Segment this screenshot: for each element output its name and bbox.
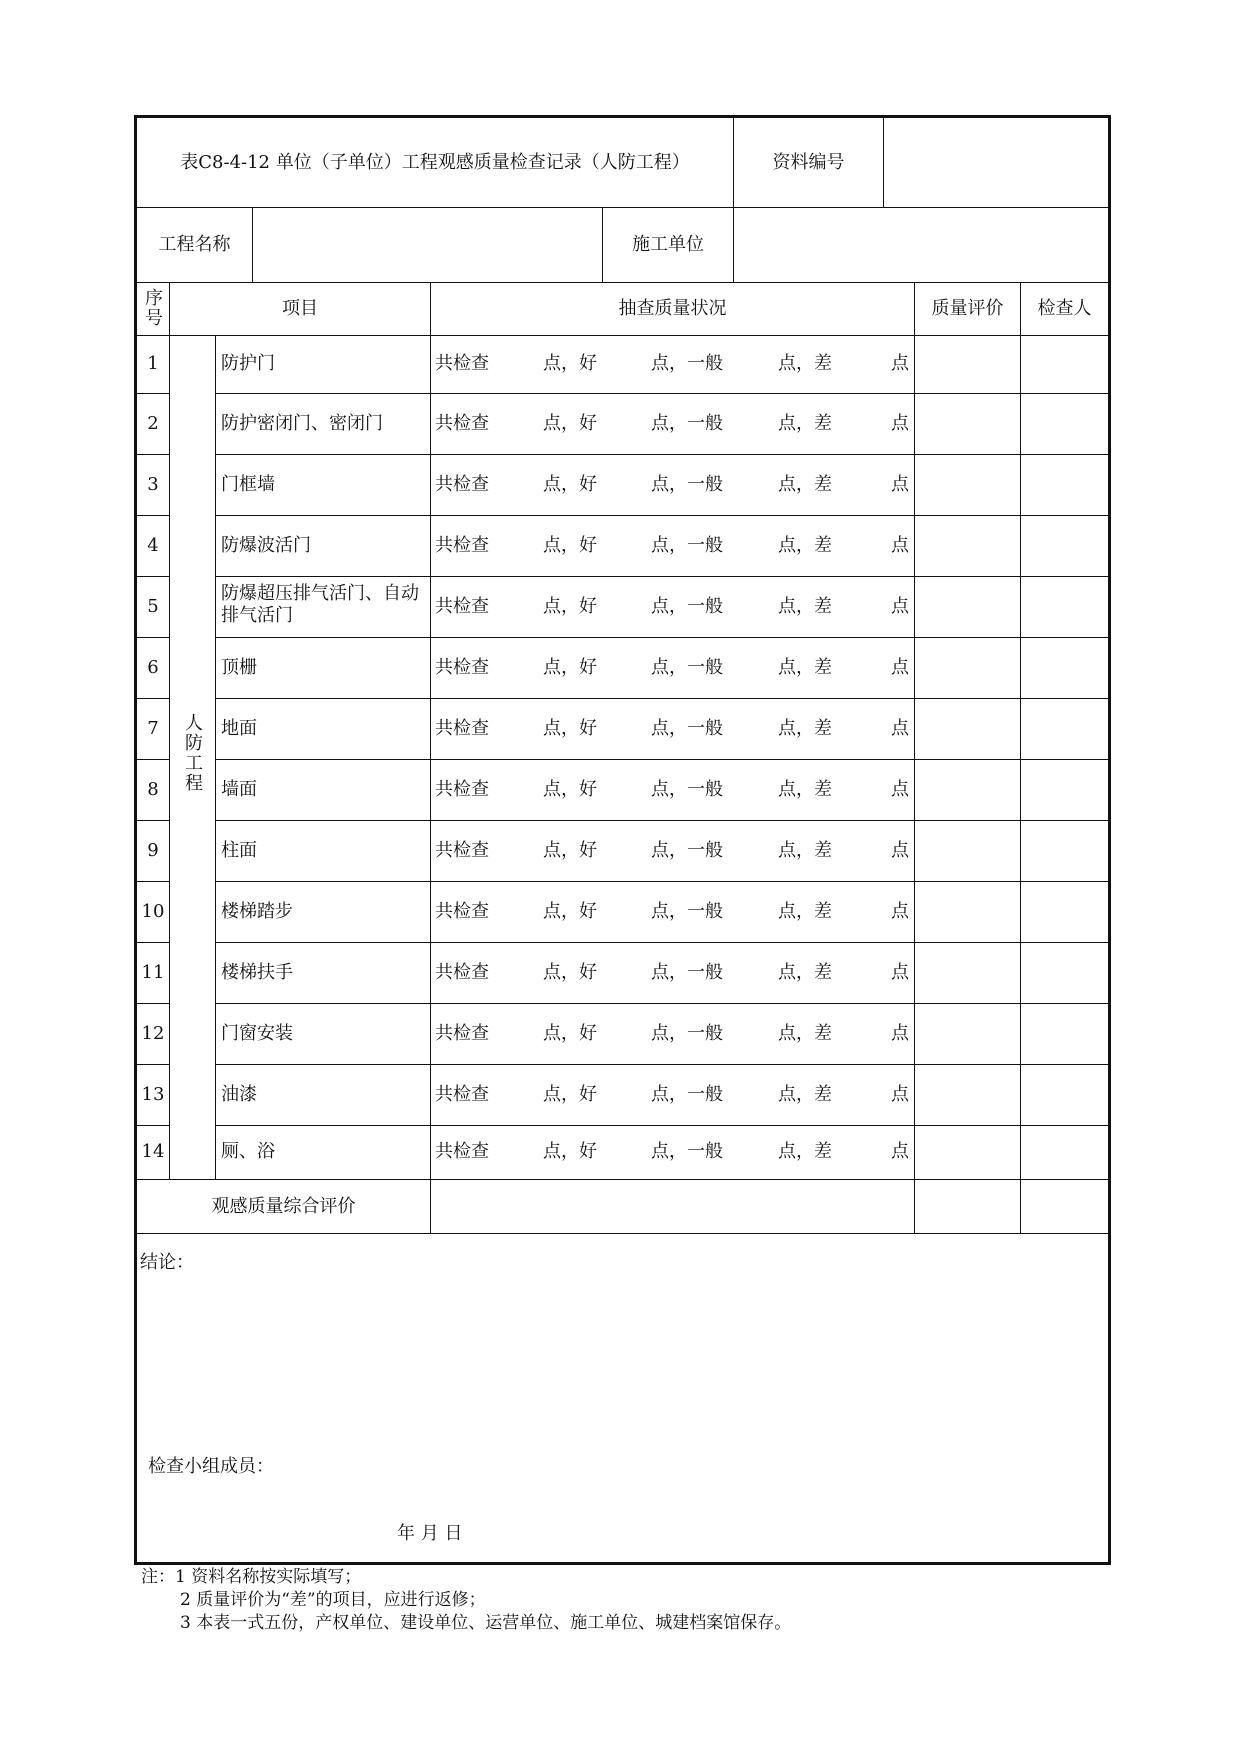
sample-status-part: 点，好 — [543, 778, 597, 800]
project-name-label: 工程名称 — [158, 234, 231, 255]
sample-status-part: 点，一般 — [651, 595, 723, 617]
inspector-field[interactable] — [1021, 515, 1108, 576]
inspection-item: 门窗安装 — [221, 1022, 293, 1044]
sample-status-part: 点，一般 — [651, 412, 723, 434]
sample-status-part: 共检查 — [435, 961, 489, 983]
sample-status-header: 抽查质量状况 — [618, 298, 727, 319]
sample-status[interactable] — [435, 535, 910, 557]
sample-status-part: 共检查 — [435, 353, 489, 374]
inspector-field[interactable] — [1021, 335, 1108, 393]
inspector-field[interactable] — [1021, 759, 1108, 820]
quality-evaluation-field[interactable] — [915, 698, 1020, 759]
category-column-line — [215, 335, 216, 1179]
form-title: 表C8-4-12 单位（子单位）工程观感质量检查记录（人防工程） — [180, 151, 690, 173]
inspection-item: 地面 — [221, 717, 257, 739]
inspection-item: 门框墙 — [221, 473, 275, 495]
quality-evaluation-field[interactable] — [915, 881, 1020, 942]
sample-status-part: 点 — [891, 1083, 909, 1105]
inspector-field[interactable] — [1021, 454, 1108, 515]
inspection-item: 防爆波活门 — [221, 534, 311, 556]
sample-status-part: 点，差 — [778, 595, 832, 617]
sample-status[interactable] — [435, 1141, 910, 1163]
sample-status-part: 点，好 — [543, 534, 597, 556]
sample-status-part: 点，好 — [543, 1083, 597, 1105]
sample-status-part: 点，好 — [543, 839, 597, 861]
sample-status-part: 点，好 — [543, 961, 597, 983]
sample-status-part: 点，好 — [543, 1141, 597, 1162]
row-number: 6 — [147, 656, 159, 678]
sample-status-part: 点，一般 — [651, 473, 723, 495]
sample-status-part: 共检查 — [435, 717, 489, 739]
sample-status[interactable] — [435, 474, 910, 496]
sample-status[interactable] — [435, 353, 910, 375]
sample-status[interactable] — [435, 1084, 910, 1106]
overall-inspector-field[interactable] — [1021, 1180, 1108, 1233]
inspection-team-label: 检查小组成员： — [148, 1456, 274, 1477]
sample-status-part: 点，好 — [543, 900, 597, 922]
sample-status-part: 点，一般 — [651, 534, 723, 556]
inspection-item: 防护门 — [221, 353, 275, 374]
row-line — [136, 1233, 1108, 1234]
row-number: 14 — [141, 1141, 165, 1162]
row-number: 4 — [147, 534, 159, 556]
note-line-3: 3 本表一式五份，产权单位、建设单位、运营单位、施工单位、城建档案馆保存。 — [180, 1613, 792, 1633]
row-number: 9 — [147, 839, 159, 861]
inspector-field[interactable] — [1021, 1003, 1108, 1064]
quality-evaluation-field[interactable] — [915, 335, 1020, 393]
sample-status[interactable] — [435, 779, 910, 801]
inspection-item: 防护密闭门、密闭门 — [221, 412, 383, 434]
sample-status-part: 点 — [891, 353, 909, 374]
project-name-field[interactable] — [253, 208, 602, 282]
inspector-field[interactable] — [1021, 820, 1108, 881]
sample-status-part: 共检查 — [435, 656, 489, 678]
sample-status-part: 点 — [891, 534, 909, 556]
sample-status[interactable] — [435, 718, 910, 740]
sample-status-part: 共检查 — [435, 473, 489, 495]
inspection-item: 楼梯踏步 — [221, 900, 293, 922]
sample-status-part: 点 — [891, 1141, 909, 1162]
seq-column-line — [169, 282, 170, 1179]
sample-status-part: 点 — [891, 595, 909, 617]
sample-status-part: 点 — [891, 656, 909, 678]
sample-status-part: 共检查 — [435, 839, 489, 861]
sample-status-part: 点，差 — [778, 473, 832, 495]
sample-status-part: 点，一般 — [651, 839, 723, 861]
sample-status-part: 点，差 — [778, 1141, 832, 1162]
quality-evaluation-field[interactable] — [915, 1003, 1020, 1064]
sample-status-part: 点 — [891, 839, 909, 861]
date-label: 年 月 日 — [397, 1523, 463, 1544]
sample-status-part: 共检查 — [435, 1141, 489, 1162]
sample-status-part: 点，一般 — [651, 778, 723, 800]
sample-status-part: 点，差 — [778, 353, 832, 374]
sample-status-part: 点，一般 — [651, 1022, 723, 1044]
category-label: 人防工程 — [185, 713, 203, 794]
sample-status-part: 点 — [891, 717, 909, 739]
sample-status-part: 点，差 — [778, 839, 832, 861]
sample-status-part: 点，一般 — [651, 961, 723, 983]
quality-evaluation-field[interactable] — [915, 1064, 1020, 1125]
sample-status-part: 点，好 — [543, 473, 597, 495]
contractor-label: 施工单位 — [632, 234, 704, 255]
sample-status-part: 点，好 — [543, 412, 597, 434]
sample-status-part: 共检查 — [435, 1083, 489, 1105]
row-number: 7 — [147, 717, 159, 739]
sample-status[interactable] — [435, 413, 910, 435]
quality-evaluation-field[interactable] — [915, 454, 1020, 515]
inspection-item: 顶栅 — [221, 656, 257, 678]
inspector-field[interactable] — [1021, 637, 1108, 698]
sample-status-part: 点，差 — [778, 656, 832, 678]
sample-status-part: 点，好 — [543, 656, 597, 678]
inspection-item: 厕、浴 — [221, 1141, 275, 1162]
sample-status-part: 点，差 — [778, 961, 832, 983]
item-column-line — [430, 282, 431, 1234]
sample-status-part: 点，一般 — [651, 656, 723, 678]
quality-evaluation-field[interactable] — [915, 515, 1020, 576]
sample-status[interactable] — [435, 657, 910, 679]
quality-evaluation-field[interactable] — [915, 1125, 1020, 1179]
inspector-field[interactable] — [1021, 942, 1108, 1003]
sample-status-part: 点，一般 — [651, 900, 723, 922]
row-number: 13 — [141, 1083, 165, 1105]
inspector-field[interactable] — [1021, 576, 1108, 637]
sample-status-part: 共检查 — [435, 778, 489, 800]
row-number: 3 — [147, 473, 159, 495]
conclusion-label: 结论： — [140, 1252, 194, 1273]
overall-status-field[interactable] — [431, 1180, 914, 1233]
sample-status-part: 点，一般 — [651, 1083, 723, 1105]
inspector-field[interactable] — [1021, 1125, 1108, 1179]
sample-status-part: 点，差 — [778, 1022, 832, 1044]
note-line-2: 2 质量评价为“差”的项目，应进行返修； — [180, 1590, 486, 1610]
sample-status-part: 点 — [891, 1022, 909, 1044]
outer-border-bottom — [134, 1562, 1111, 1565]
sample-status-part: 点，好 — [543, 353, 597, 374]
quality-evaluation-field[interactable] — [915, 942, 1020, 1003]
sample-status-part: 点 — [891, 778, 909, 800]
sample-status-part: 点，差 — [778, 778, 832, 800]
inspector-field[interactable] — [1021, 1064, 1108, 1125]
sample-status-part: 点，好 — [543, 1022, 597, 1044]
sample-status[interactable] — [435, 596, 910, 618]
overall-evaluation-label: 观感质量综合评价 — [211, 1195, 356, 1217]
row-number: 10 — [141, 900, 165, 922]
inspection-item: 油漆 — [221, 1083, 257, 1105]
inspector-field[interactable] — [1021, 698, 1108, 759]
quality-evaluation-field[interactable] — [915, 576, 1020, 637]
sample-status-part: 点 — [891, 900, 909, 922]
sample-status[interactable] — [435, 901, 910, 923]
sample-status-part: 共检查 — [435, 412, 489, 434]
sample-status-part: 点，差 — [778, 900, 832, 922]
conclusion-field[interactable] — [140, 1280, 1100, 1450]
archive-number-label: 资料编号 — [772, 151, 845, 173]
inspection-item: 防爆超压排气活门、自动排气活门 — [221, 583, 419, 626]
row-number: 8 — [147, 778, 159, 800]
inspector-field[interactable] — [1021, 393, 1108, 454]
inspector-header: 检查人 — [1037, 298, 1092, 319]
note-line-1: 注：1 资料名称按实际填写； — [141, 1567, 362, 1587]
quality-evaluation-field[interactable] — [915, 759, 1020, 820]
sample-status-part: 点 — [891, 961, 909, 983]
sample-status-part: 点，好 — [543, 717, 597, 739]
sample-status-part: 点，差 — [778, 717, 832, 739]
sample-status-part: 点，差 — [778, 534, 832, 556]
item-header: 项目 — [282, 298, 318, 319]
sample-status-part: 点，一般 — [651, 353, 723, 374]
row-number: 12 — [141, 1022, 165, 1044]
sample-status-part: 点，一般 — [651, 1141, 723, 1162]
sample-status-part: 共检查 — [435, 900, 489, 922]
contractor-field[interactable] — [734, 208, 1108, 282]
quality-evaluation-field[interactable] — [915, 820, 1020, 881]
sample-status-part: 共检查 — [435, 595, 489, 617]
sequence-header: 序号 — [145, 288, 163, 329]
row-number: 2 — [147, 412, 159, 434]
inspector-field[interactable] — [1021, 881, 1108, 942]
quality-evaluation-header: 质量评价 — [931, 298, 1004, 319]
outer-border-right — [1108, 115, 1111, 1565]
sample-status-part: 点 — [891, 473, 909, 495]
archive-number-field[interactable] — [884, 118, 1108, 207]
sample-status-part: 共检查 — [435, 1022, 489, 1044]
sample-status-part: 点，差 — [778, 1083, 832, 1105]
quality-evaluation-field[interactable] — [915, 393, 1020, 454]
inspection-item: 楼梯扶手 — [221, 961, 293, 983]
sample-status[interactable] — [435, 840, 910, 862]
row-number: 11 — [141, 961, 165, 983]
sample-status-part: 点，好 — [543, 595, 597, 617]
sample-status-part: 点 — [891, 412, 909, 434]
sample-status-part: 点，一般 — [651, 717, 723, 739]
sample-status[interactable] — [435, 962, 910, 984]
sample-status[interactable] — [435, 1023, 910, 1045]
overall-quality-field[interactable] — [915, 1180, 1020, 1233]
inspection-item: 柱面 — [221, 839, 257, 861]
sample-status-part: 共检查 — [435, 534, 489, 556]
inspection-item: 墙面 — [221, 778, 257, 800]
row-number: 5 — [147, 595, 159, 617]
row-number: 1 — [147, 353, 159, 374]
quality-evaluation-field[interactable] — [915, 637, 1020, 698]
sample-status-part: 点，差 — [778, 412, 832, 434]
